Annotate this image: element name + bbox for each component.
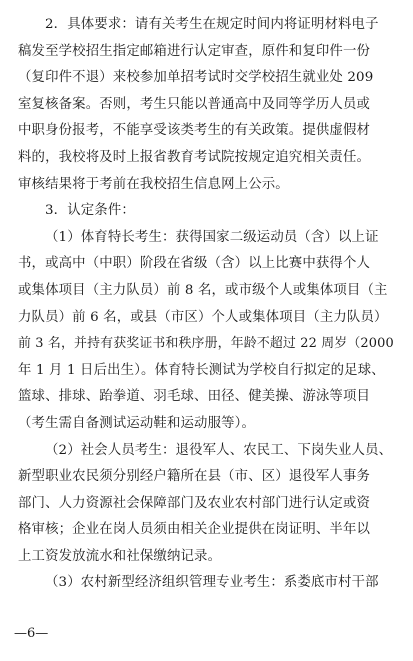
paragraph-requirements xyxy=(18,12,396,198)
page-number: —6— xyxy=(14,626,49,641)
section-heading: 3．认定条件： xyxy=(45,203,135,219)
text-line: 格审核；企业在岗人员须由相关企业提供在岗证明、半年以 xyxy=(18,522,371,538)
text-line: 料的，我校将及时上报省教育考试院按规定追究相关责任。 xyxy=(18,149,371,165)
paragraph-rural-candidates xyxy=(18,570,396,597)
text-line: 新型职业农民须分别经户籍所在县（市、区）退役军人事务 xyxy=(18,469,371,485)
paragraph-conditions-heading xyxy=(18,198,396,225)
text-line: （3）农村新型经济组织管理专业考生：系娄底市村干部 xyxy=(45,575,379,591)
text-line: 2．具体要求：请有关考生在规定时间内将证明材料电子 xyxy=(45,17,379,32)
text-line: （2）社会人员考生：退役军人、农民工、下岗失业人员、 xyxy=(45,442,393,458)
text-line: 或集体项目（主力队员）前 8 名，或市级个人或集体项目（主 xyxy=(18,282,388,298)
document-body xyxy=(18,12,396,597)
text-line: 篮球、排球、跆拳道、羽毛球、田径、健美操、游泳等项目 xyxy=(18,389,371,405)
text-line: 稿发至学校招生指定邮箱进行认定审查，原件和复印件一份 xyxy=(18,43,371,59)
text-line: 部门、人力资源社会保障部门及农业农村部门进行认定或资 xyxy=(18,495,371,511)
text-line: 前 3 名，并持有获奖证书和秩序册，年龄不超过 22 周岁（2000 xyxy=(18,336,394,352)
text-line: 审核结果将于考前在我校招生信息网上公示。 xyxy=(18,176,289,192)
text-line: （1）体育特长考生：获得国家二级运动员（含）以上证 xyxy=(45,229,379,245)
paragraph-sports-candidates xyxy=(18,225,396,438)
text-line: 年 1 月 1 日后出生）。体育特长测试为学校自行拟定的足球、 xyxy=(18,362,385,378)
paragraph-social-candidates xyxy=(18,438,396,571)
text-line: 上工资发放流水和社保缴纳记录。 xyxy=(18,548,222,564)
text-line: （复印件不退）来校参加单招考试时交学校招生就业处 209 xyxy=(18,70,374,86)
text-line: 中职身份报考，不能享受该类考生的有关政策。提供虚假材 xyxy=(18,123,371,139)
text-line: （考生需自备测试运动鞋和运动服等）。 xyxy=(18,415,256,431)
text-line: 室复核备案。否则，考生只能以普通高中及同等学历人员或 xyxy=(18,96,371,112)
text-line: 书，或高中（中职）阶段在省级（含）以上比赛中获得个人 xyxy=(18,256,371,272)
text-line: 力队员）前 6 名，或县（市区）个人或集体项目（主力队员） xyxy=(18,309,388,325)
